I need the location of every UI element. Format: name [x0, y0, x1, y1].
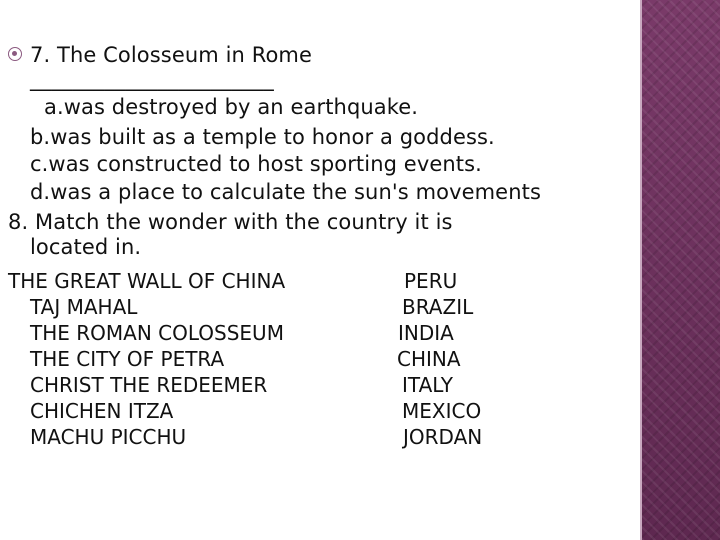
- country-item: INDIA: [398, 321, 454, 345]
- option-b: b.was built as a temple to honor a goddess.: [30, 125, 495, 149]
- question-8-continuation: located in.: [30, 235, 142, 259]
- country-item: CHINA: [397, 347, 461, 371]
- option-a: a.was destroyed by an earthquake.: [44, 95, 419, 119]
- bullet-icon: [8, 47, 22, 61]
- country-item: JORDAN: [403, 425, 483, 449]
- country-item: ITALY: [402, 373, 453, 397]
- wonder-item: THE GREAT WALL OF CHINA: [8, 269, 286, 293]
- question-7-title: 7. The Colosseum in Rome: [30, 43, 312, 67]
- option-c: c.was constructed to host sporting events.: [30, 152, 482, 176]
- wonder-item: MACHU PICCHU: [30, 425, 187, 449]
- country-item: BRAZIL: [402, 295, 474, 319]
- question-8-title: 8. Match the wonder with the country it is: [8, 210, 453, 234]
- wonder-item: THE CITY OF PETRA: [30, 347, 225, 371]
- wonder-item: TAJ MAHAL: [30, 295, 138, 319]
- wonder-item: CHICHEN ITZA: [30, 399, 174, 423]
- decorative-sidebar: [642, 0, 720, 540]
- wonder-item: CHRIST THE REDEEMER: [30, 373, 268, 397]
- answer-blank: _______________________: [30, 67, 274, 91]
- country-item: PERU: [404, 269, 458, 293]
- option-d: d.was a place to calculate the sun's movements: [30, 180, 541, 204]
- wonder-item: THE ROMAN COLOSSEUM: [30, 321, 284, 345]
- country-item: MEXICO: [402, 399, 482, 423]
